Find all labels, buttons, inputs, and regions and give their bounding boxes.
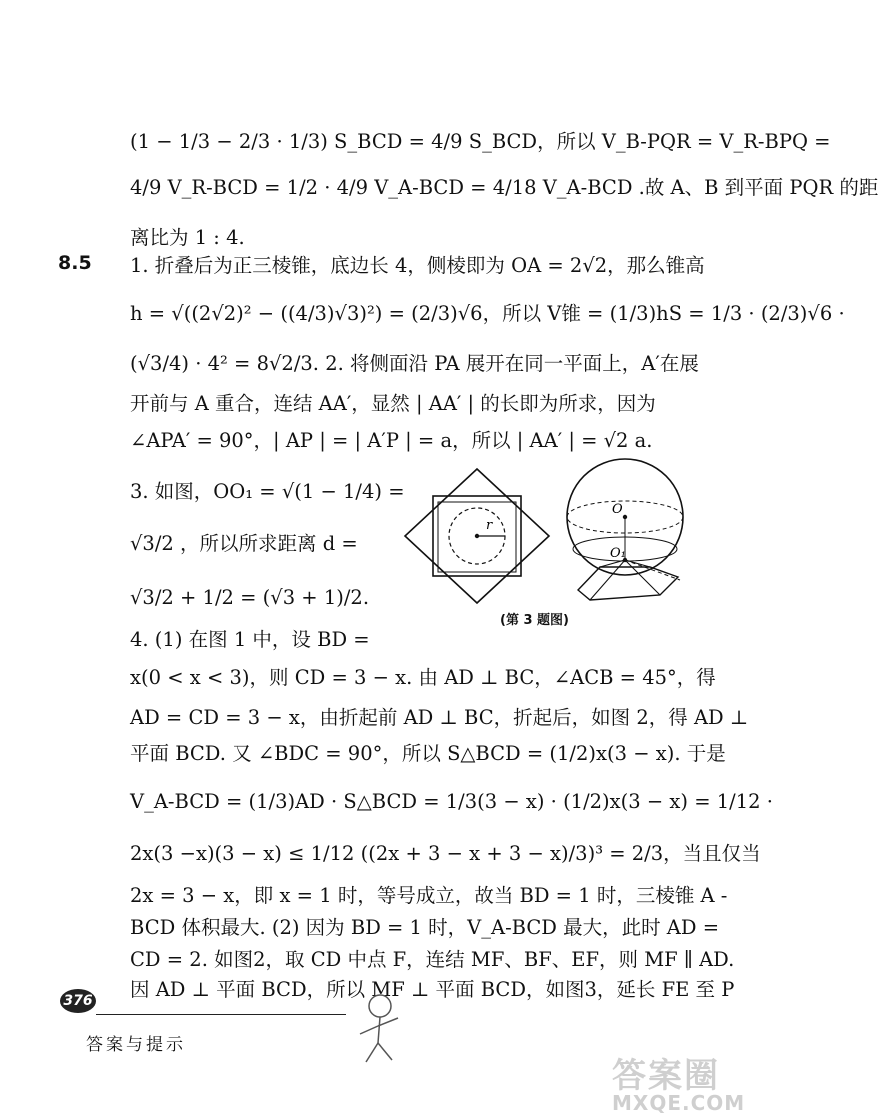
figure-caption: (第 3 题图) (500, 613, 569, 628)
label-O: O (612, 502, 623, 517)
footer-rule (96, 1014, 346, 1015)
figure-sphere-diagram (560, 455, 690, 605)
text-line-3: 离比为 1 : 4. (130, 226, 245, 249)
cartoon-figure-icon (350, 988, 410, 1068)
text-line-15: 平面 BCD. 又 ∠BDC = 90°，所以 S△BCD = (1/2)x(3 − x). 于是 (130, 742, 726, 765)
text-line-12: 4. (1) 在图 1 中，设 BD = (130, 628, 370, 651)
text-line-1: (1 − 1/3 − 2/3 · 1/3) S_BCD = 4/9 S_BCD，所以 V_B-PQR = V_R-BPQ = (130, 130, 831, 153)
text-line-10: √3/2 ，所以所求距离 d = (130, 532, 358, 555)
text-line-13: x(0 < x < 3)，则 CD = 3 − x. 由 AD ⊥ BC，∠ACB = 45°，得 (130, 666, 716, 689)
text-line-11: √3/2 + 1/2 = (√3 + 1)/2. (130, 586, 370, 609)
page-number: 376 (60, 989, 96, 1013)
text-line-16: V_A-BCD = (1/3)AD · S△BCD = 1/3(3 − x) · (1/2)x(3 − x) = 1/12 · (130, 790, 773, 813)
text-line-18: 2x = 3 − x，即 x = 1 时，等号成立，故当 BD = 1 时，三棱锥 A - (130, 884, 728, 907)
text-line-4: 1. 折叠后为正三棱锥，底边长 4，侧棱即为 OA = 2√2，那么锥高 (130, 254, 705, 277)
text-line-2: 4/9 V_R-BCD = 1/2 · 4/9 V_A-BCD = 4/18 V_A-BCD .故 A、B 到平面 PQR 的距 (130, 176, 878, 199)
watermark-line1: 答案圈 (612, 1056, 720, 1096)
watermark (612, 1048, 745, 1115)
text-line-21: 因 AD ⊥ 平面 BCD，所以 MF ⊥ 平面 BCD，如图3，延长 FE 至 P (130, 978, 735, 1001)
section-label: 8.5 (58, 252, 92, 274)
text-line-20: CD = 2. 如图2，取 CD 中点 F，连结 MF、BF、EF，则 MF ∥ AD. (130, 948, 735, 971)
footer-label: 答案与提示 (86, 1035, 186, 1055)
text-line-7: 开前与 A 重合，连结 AA′，显然 | AA′ | 的长即为所求，因为 (130, 392, 656, 415)
text-line-19: BCD 体积最大. (2) 因为 BD = 1 时，V_A-BCD 最大，此时 AD = (130, 916, 720, 939)
text-line-6: (√3/4) · 4² = 8√2/3. 2. 将侧面沿 PA 展开在同一平面上，A′在展 (130, 352, 699, 375)
text-line-14: AD = CD = 3 − x，由折起前 AD ⊥ BC，折起后，如图 2，得 AD ⊥ (130, 706, 749, 729)
text-line-17: 2x(3 −x)(3 − x) ≤ 1/12 ((2x + 3 − x + 3 − x)/3)³ = 2/3，当且仅当 (130, 842, 761, 865)
watermark-line2: MXQE.COM (612, 1091, 746, 1115)
text-line-5: h = √((2√2)² − ((4/3)√3)²) = (2/3)√6，所以 V锥 = (1/3)hS = 1/3 · (2/3)√6 · (130, 302, 845, 325)
label-O1: O₁ (610, 546, 626, 561)
label-r: r (486, 518, 493, 533)
text-line-9: 3. 如图，OO₁ = √(1 − 1/4) = (130, 480, 405, 503)
text-line-8: ∠APA′ = 90°，| AP | = | A′P | = a，所以 | AA′ | = √2 a. (130, 429, 653, 452)
figure-square-diagram (402, 466, 552, 606)
